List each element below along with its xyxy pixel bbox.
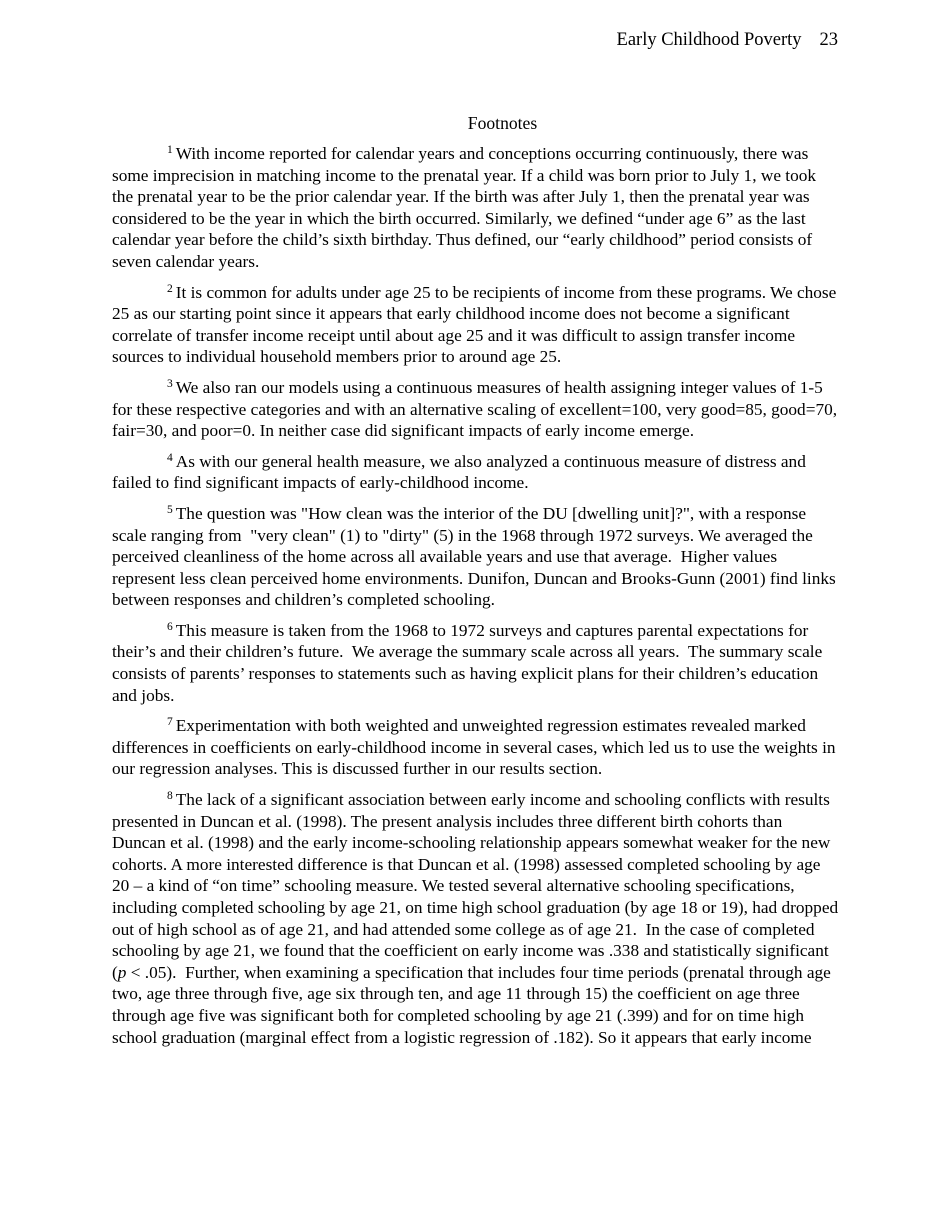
footnote-marker: 5	[167, 503, 173, 516]
footnote-text: We also ran our models using a continuous measures of health assigning integer values of 1-5 for these respective categories and with an alternative scaling of excellent=100, very good=85, good=70, fair=30, and poor=0. In neither case did significant impacts of early income emerge.	[112, 377, 842, 441]
footnote-italic-text: p	[117, 962, 127, 982]
footnotes-list	[112, 143, 843, 1057]
footnote-4	[112, 451, 840, 494]
footnote-text: The question was "How clean was the interior of the DU [dwelling unit]?", with a response scale ranging from "very clean" (1) to "dirty" (5) in the 1968 through 1972 surveys. We averaged the perceived cleanliness of the home across all available years and use that average. Higher values represent less clean perceived home environments. Dunifon, Duncan and Brooks-Gunn (2001) find links between responses and children’s completed schooling.	[112, 503, 841, 610]
page-number: 23	[819, 30, 838, 50]
footnote-1	[112, 143, 840, 273]
footnote-text: Experimentation with both weighted and unweighted regression estimates revealed marked differences in coefficients on early-childhood income in several cases, which led us to use the weights in our regression analyses. This is discussed further in our results section.	[112, 716, 840, 779]
footnote-text: The lack of a significant association between early income and schooling conflicts with results presented in Duncan et al. (1998). The present analysis includes three different birth cohorts than Duncan et al. (1998) and the early income-schooling relationship appears somewhat weaker for the new cohorts. A more interested difference is that Duncan et al. (1998) assessed completed schooling by age 20 – a kind of “on time” schooling measure. We tested several alternative schooling specifications, including completed schooling by age 21, on time high school graduation (by age 18 or 19), had dropped out of high school as of age 21, and had attended some college as of age 21. In the case of completed schooling by age 21, we found that the coefficient on early income was .338 and statistically significant (	[112, 790, 843, 982]
footnote-marker: 6	[167, 620, 173, 633]
footnote-6	[112, 620, 840, 706]
footnote-marker: 4	[167, 451, 173, 464]
footnote-5	[112, 503, 840, 611]
footnote-3	[112, 377, 840, 442]
footnote-marker: 2	[167, 282, 173, 295]
footnote-marker: 8	[167, 790, 173, 803]
footnote-7	[112, 715, 840, 780]
footnote-marker: 3	[167, 377, 173, 390]
running-title: Early Childhood Poverty	[616, 30, 802, 50]
footnote-text: This measure is taken from the 1968 to 1972 surveys and captures parental expectations for their’s and their children’s future. We average the summary scale across all years. The summary scale consists of parents’ responses to statements such as having explicit plans for their children’s education and jobs.	[112, 620, 827, 705]
footnote-2	[112, 282, 840, 368]
footnote-text: It is common for adults under age 25 to be recipients of income from these programs. We chose 25 as our starting point since it appears that early childhood income does not become a significant correlate of transfer income receipt until about age 25 and it was difficult to assign transfer income sources to individual household members prior to around age 25.	[112, 282, 841, 367]
footnote-text: With income reported for calendar years and conceptions occurring continuously, there was some imprecision in matching income to the prenatal year. If a child was born prior to July 1, we took the prenatal year to be the prior calendar year. If the birth was after July 1, then the prenatal year was considered to be the year in which the birth occurred. Similarly, we defined “under age 6” as the last calendar year before the child’s sixth birthday. Thus defined, our “early childhood” period consists of seven calendar years.	[112, 144, 821, 271]
footnote-8	[112, 789, 843, 1048]
footnote-text: As with our general health measure, we also analyzed a continuous measure of distress and failed to find significant impacts of early-childhood income.	[112, 451, 811, 493]
footnote-text: < .05). Further, when examining a specification that includes four time periods (prenatal through age two, age three through five, age six through ten, and age 11 through 15) the coefficient on age three through age five was significant both for completed schooling by age 21 (.399) and for on time high school graduation (marginal effect from a logistic regression of .182). So it appears that early income	[112, 962, 836, 1047]
footnote-marker: 7	[167, 716, 173, 729]
footnote-marker: 1	[167, 144, 173, 156]
section-title: Footnotes	[467, 113, 538, 133]
running-header	[617, 29, 838, 51]
